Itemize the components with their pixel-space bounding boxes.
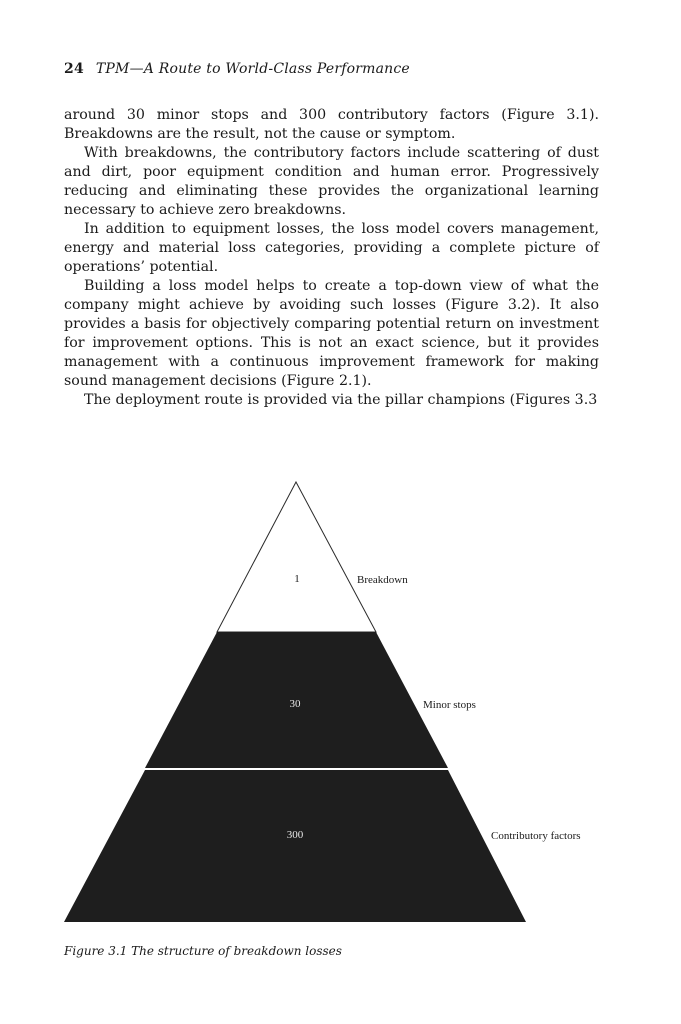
paragraph: In addition to equipment losses, the loss model covers management, energy and material loss categories, providing a complete picture of operations’ potential. bbox=[64, 221, 599, 275]
body-text bbox=[64, 106, 599, 410]
tier-breakdown-shape bbox=[217, 482, 376, 632]
paragraph: The deployment route is provided via the pillar champions (Figures 3.3 bbox=[84, 392, 598, 408]
breakdown-pyramid-figure bbox=[0, 470, 681, 940]
paragraph: Building a loss model helps to create a top-down view of what the company might achieve by avoiding such losses (Figure 3.2). It also provides a basis for objectively comparing potential return on investment for improvement options. This is not an exact science, but it provides management with a continuous improvement framework for making sound management decisions (Figure 2.1). bbox=[64, 278, 599, 389]
tier-label-minor-stops: Minor stops bbox=[423, 699, 476, 711]
pyramid-diagram bbox=[0, 470, 681, 940]
running-head bbox=[64, 61, 410, 77]
tier-value-minor-stops: 30 bbox=[289, 698, 301, 710]
tier-contributory-factors-shape bbox=[64, 770, 526, 922]
running-title: TPM—A Route to World-Class Performance bbox=[95, 61, 410, 77]
figure-caption: Figure 3.1 The structure of breakdown losses bbox=[64, 944, 342, 958]
tier-label-breakdown: Breakdown bbox=[357, 574, 408, 586]
paragraph: around 30 minor stops and 300 contributory factors (Figure 3.1). Breakdowns are the result, not the cause or symptom. bbox=[64, 107, 599, 142]
tier-value-contributory-factors: 300 bbox=[286, 829, 304, 841]
paragraph: With breakdowns, the contributory factors include scattering of dust and dirt, poor equipment condition and human error. Progressively reducing and eliminating these provides the organizational learning necessary to achieve zero breakdowns. bbox=[64, 145, 599, 218]
tier-value-breakdown: 1 bbox=[294, 573, 300, 585]
page-number: 24 bbox=[64, 61, 84, 77]
tier-label-contributory-factors: Contributory factors bbox=[491, 830, 581, 842]
